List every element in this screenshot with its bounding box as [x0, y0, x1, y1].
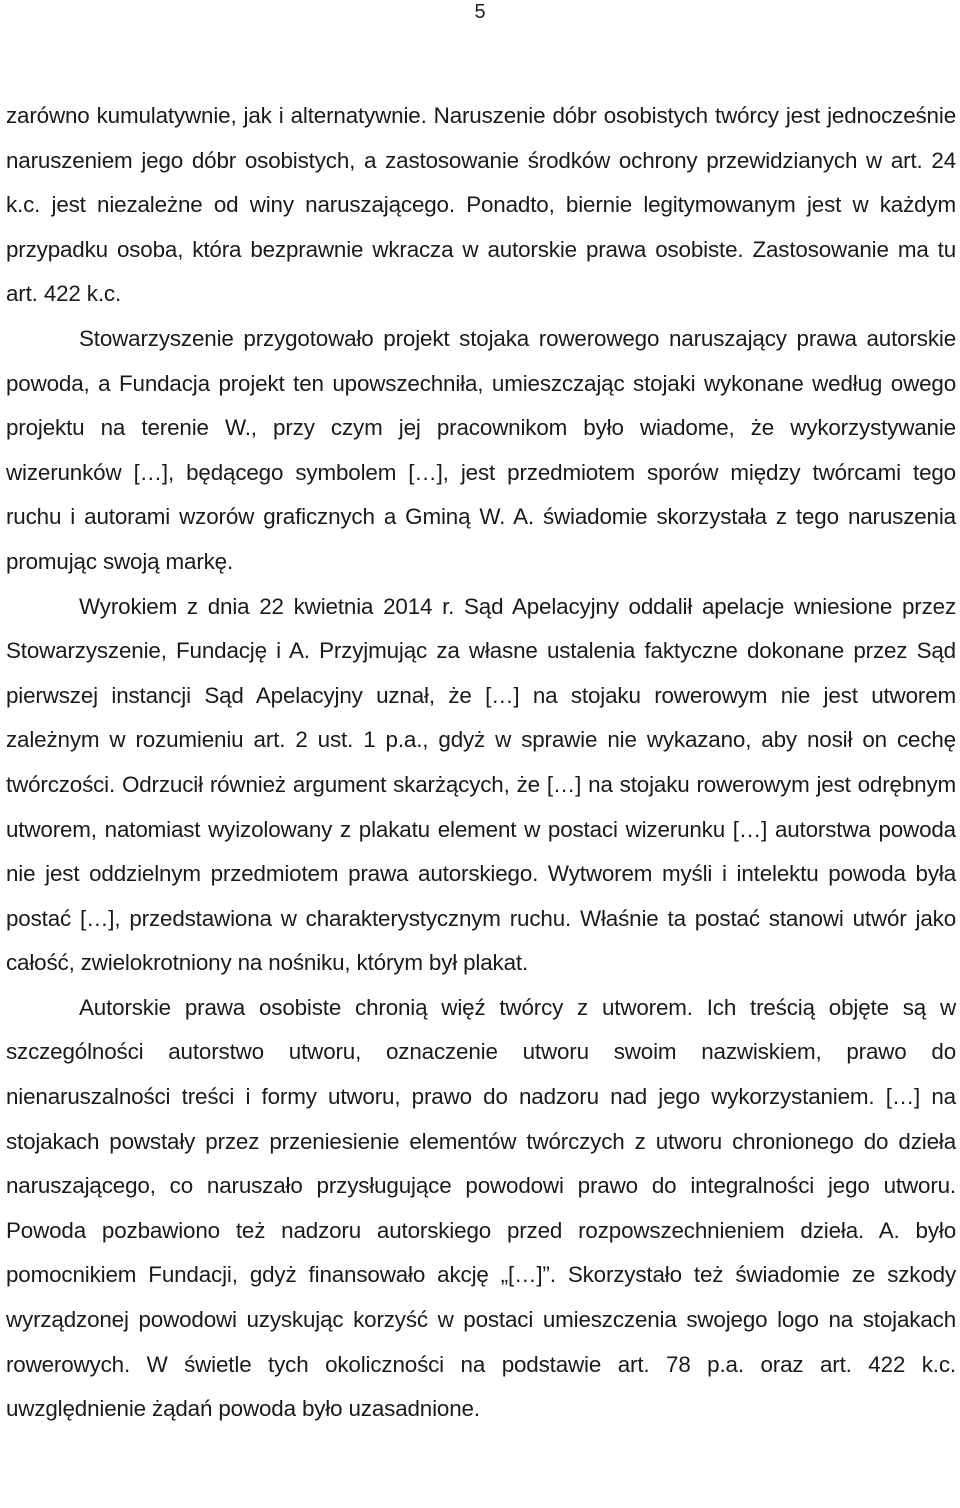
page-number: 5 — [474, 1, 486, 23]
document-body — [6, 94, 956, 1432]
paragraph-3: Wyrokiem z dnia 22 kwietnia 2014 r. Sąd Apelacyjny oddalił apelacje wniesione przez Stowarzyszenie, Fundację i A. Przyjmując za własne ustalenia faktyczne dokonane przez Sąd pierwszej instancji Sąd Apelacyjny uznał, że […] na stojaku rowerowym nie jest utworem zależnym w rozumieniu art. 2 ust. 1 p.a., gdyż w sprawie nie wykazano, aby nosił on cechę twórczości. Odrzucił również argument skarżących, że […] na stojaku rowerowym jest odrębnym utworem, natomiast wyizolowany z plakatu element w postaci wizerunku […] autorstwa powoda nie jest oddzielnym przedmiotem prawa autorskiego. Wytworem myśli i intelektu powoda była postać […], przedstawiona w charakterystycznym ruchu. Właśnie ta postać stanowi utwór jako całość, zwielokrotniony na nośniku, którym był plakat. — [6, 593, 956, 976]
paragraph-1: zarówno kumulatywnie, jak i alternatywnie. Naruszenie dóbr osobistych twórcy jest jednocześnie naruszeniem jego dóbr osobistych, a zastosowanie środków ochrony przewidzianych w art. 24 k.c. jest niezależne od winy naruszającego. Ponadto, biernie legitymowanym jest w każdym przypadku osoba, która bezprawnie wkracza w autorskie prawa osobiste. Zastosowanie ma tu art. 422 k.c. — [6, 103, 956, 307]
paragraph-2: Stowarzyszenie przygotowało projekt stojaka rowerowego naruszający prawa autorskie powoda, a Fundacja projekt ten upowszechniła, umieszczając stojaki wykonane według owego projektu na terenie W., przy czym jej pracownikom było wiadome, że wykorzystywanie wizerunków […], będącego symbolem […], jest przedmiotem sporów między twórcami tego ruchu i autorami wzorów graficznych a Gminą W. A. świadomie skorzystała z tego naruszenia promując swoją markę. — [6, 325, 956, 574]
paragraph-4: Autorskie prawa osobiste chronią więź twórcy z utworem. Ich treścią objęte są w szczególności autorstwo utworu, oznaczenie utworu swoim nazwiskiem, prawo do nienaruszalności treści i formy utworu, prawo do nadzoru nad jego wykorzystaniem. […] na stojakach powstały przez przeniesienie elementów twórczych z utworu chronionego do dzieła naruszającego, co naruszało przysługujące powodowi prawo do integralności jego utworu. Powoda pozbawiono też nadzoru autorskiego przed rozpowszechnieniem dzieła. A. było pomocnikiem Fundacji, gdyż finansowało akcję „[…]”. Skorzystało też świadomie ze szkody wyrządzonej powodowi uzyskując korzyść w postaci umieszczenia swojego logo na stojakach rowerowych. W świetle tych okoliczności na podstawie art. 78 p.a. oraz art. 422 k.c. uwzględnienie żądań powoda było uzasadnione. — [6, 994, 956, 1422]
